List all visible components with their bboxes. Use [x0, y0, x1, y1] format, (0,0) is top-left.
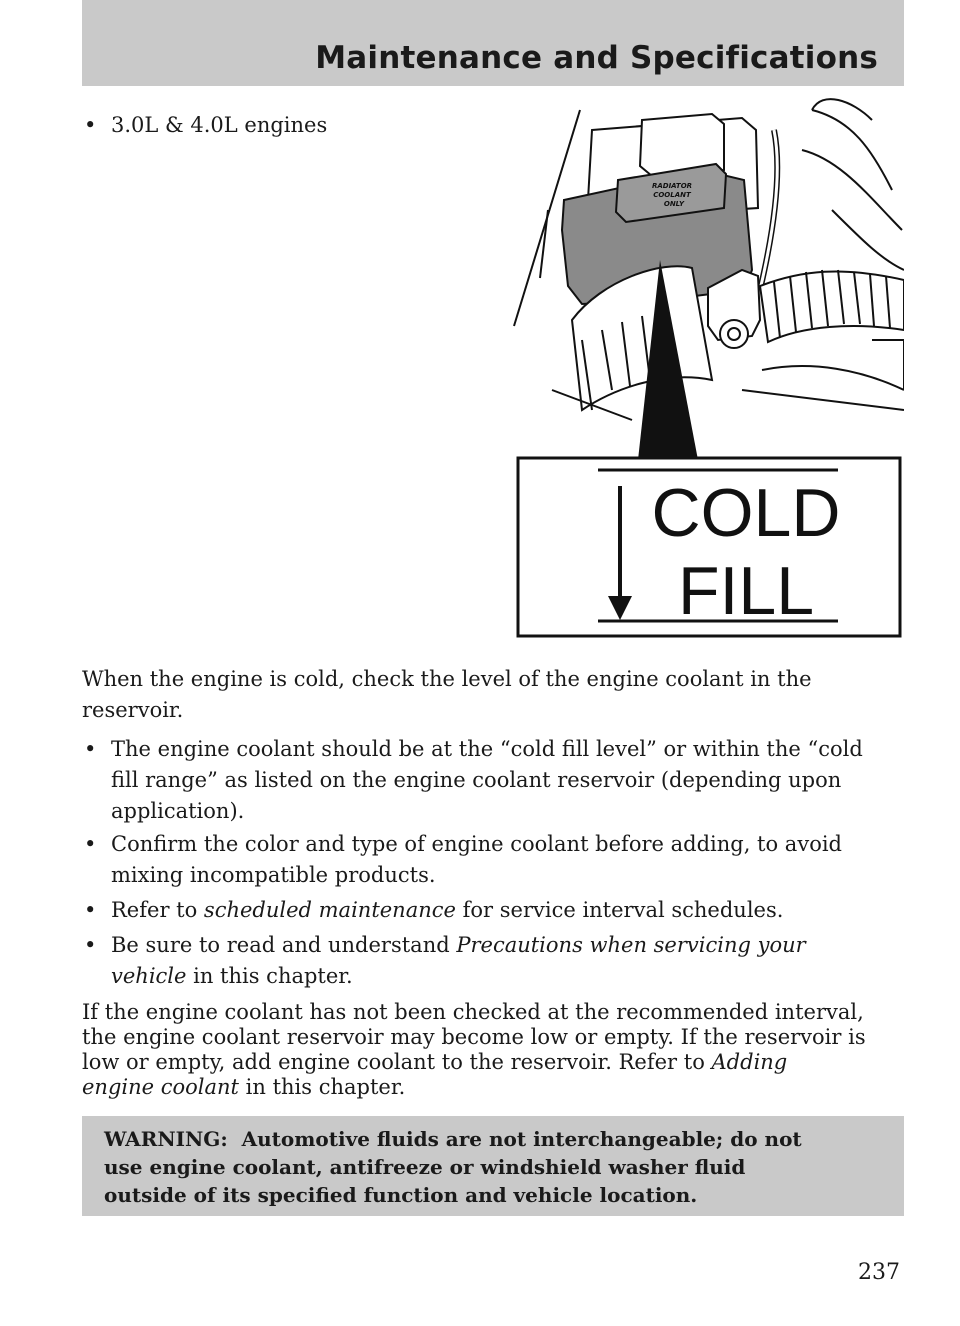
bullet-3-text	[111, 895, 783, 926]
page-number: 237	[858, 1260, 900, 1285]
bullet-symbol: •	[84, 113, 97, 137]
cold-text: COLD	[651, 475, 841, 551]
intro-bullet-text: 3.0L & 4.0L engines	[111, 113, 328, 137]
adding-engine-coolant-reference: Adding	[711, 1050, 788, 1074]
page-header	[82, 0, 904, 86]
warning-line-3: outside of its specified function and vehicle location.	[104, 1183, 698, 1207]
bullet-3-post: for service interval schedules.	[455, 898, 784, 922]
fill-text: FILL	[677, 553, 815, 629]
bullet-symbol: •	[84, 933, 97, 957]
bullet-1-line-3: application).	[111, 799, 245, 823]
warning-text	[104, 1125, 894, 1209]
bullet-3-pre: Refer to	[111, 898, 204, 922]
paragraph-1-line-1: When the engine is cold, check the level of the engine coolant in the	[82, 667, 812, 691]
label-coolant: COOLANT	[653, 191, 691, 199]
paragraph-2-line-4	[82, 1072, 405, 1103]
precautions-reference-cont: vehicle	[111, 964, 187, 988]
precautions-reference: Precautions when servicing your	[456, 933, 806, 957]
bullet-4-line-2	[111, 961, 353, 992]
bullet-symbol: •	[84, 737, 97, 761]
paragraph-2-line-2: the engine coolant reservoir may become low or empty. If the reservoir is	[82, 1025, 866, 1049]
warning-box	[82, 1116, 904, 1216]
bullet-symbol: •	[84, 898, 97, 922]
paragraph-2-line-1: If the engine coolant has not been checked at the recommended interval,	[82, 1000, 864, 1024]
bullet-4-pre: Be sure to read and understand	[111, 933, 457, 957]
warning-line-1: WARNING: Automotive fluids are not interchangeable; do not	[104, 1127, 802, 1151]
bullet-2-line-1: Confirm the color and type of engine coolant before adding, to avoid	[111, 832, 842, 856]
label-radiator: RADIATOR	[651, 182, 693, 190]
scheduled-maintenance-reference: scheduled maintenance	[203, 898, 456, 922]
label-only: ONLY	[663, 200, 685, 208]
paragraph-1-line-2: reservoir.	[82, 698, 184, 722]
paragraph-2-line-4-post: in this chapter.	[239, 1075, 406, 1099]
bullet-2-line-2: mixing incompatible products.	[111, 863, 436, 887]
adding-engine-coolant-reference-cont: engine coolant	[82, 1075, 239, 1099]
bullet-symbol: •	[84, 832, 97, 856]
warning-line-2: use engine coolant, antifreeze or windshield washer fluid	[104, 1155, 746, 1179]
bullet-4-line-1	[111, 930, 806, 961]
bullet-4-post: in this chapter.	[186, 964, 353, 988]
paragraph-2-line-3-pre: low or empty, add engine coolant to the reservoir. Refer to	[82, 1050, 712, 1074]
engine-coolant-reservoir-illustration	[512, 90, 904, 640]
bullet-1-line-2: fill range” as listed on the engine coolant reservoir (depending upon	[111, 768, 842, 792]
page-header-title: Maintenance and Specifications	[315, 40, 878, 76]
bullet-1-line-1: The engine coolant should be at the “cold fill level” or within the “cold	[111, 737, 863, 761]
